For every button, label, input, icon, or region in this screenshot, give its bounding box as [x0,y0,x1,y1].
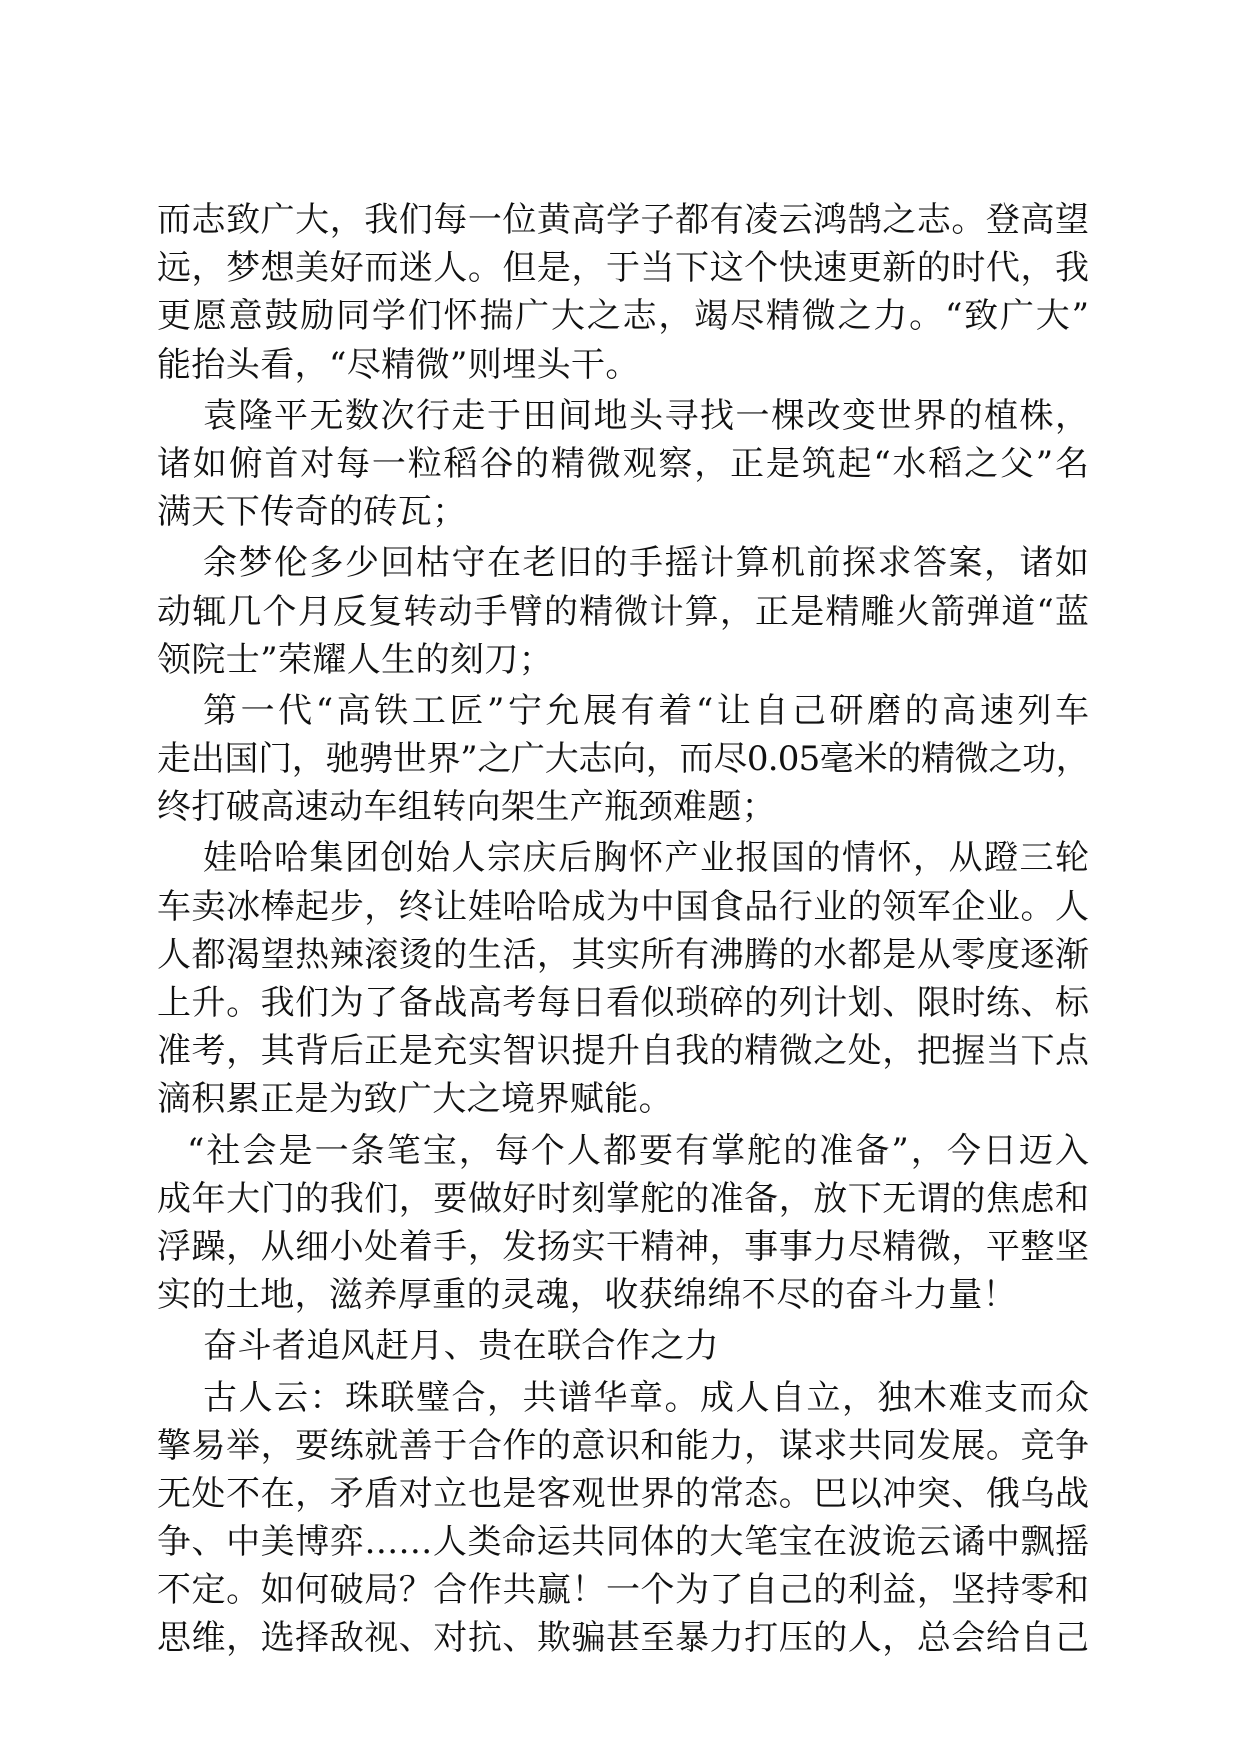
text-line: 擎易举，要练就善于合作的意识和能力，谋求共同发展。竞争 [157,1425,1089,1466]
text-line: 车卖冰棒起步，终让娃哈哈成为中国食品行业的领军企业。人 [157,886,1089,927]
text-line: 上升。我们为了备战高考每日看似琐碎的列计划、限时练、标 [157,983,1089,1023]
text-line: 终打破高速动车组转向架生产瓶颈难题； [157,787,777,828]
subheading-line: 奋斗者追风赶月、贵在联合作之力 [203,1326,719,1367]
paragraph-ambition [157,196,1089,389]
text-line: 准考，其背后正是充实智识提升自我的精微之处，把握当下点 [157,1031,1089,1072]
text-line: 第一代“高铁工匠”宁允展有着“让自己研磨的高速列车 [203,690,1089,731]
text-line: 娃哈哈集团创始人宗庆后胸怀产业报国的情怀，从蹬三轮 [203,838,1089,879]
essay-body [157,196,1089,1666]
text-line: 浮躁，从细小处着手，发扬实干精神，事事力尽精微，平整坚 [157,1226,1089,1267]
text-line: 滴积累正是为致广大之境界赋能。 [157,1079,673,1120]
text-line: 袁隆平无数次行走于田间地头寻找一棵改变世界的植株， [203,395,1089,436]
text-line: 远，梦想美好而迷人。但是，于当下这个快速更新的时代，我 [157,248,1089,289]
text-line: 满天下传奇的砖瓦； [157,492,467,533]
text-line: 动辄几个月反复转动手臂的精微计算，正是精雕火箭弹道“蓝 [157,591,1089,632]
section-subheading [157,1322,1089,1370]
text-line: 能抬头看，“尽精微”则埋头干。 [157,344,640,385]
paragraph-yuan-longping [157,392,1089,537]
text-line: 走出国门，驰骋世界”之广大志向，而尽0.05毫米的精微之功， [157,739,1089,780]
text-line: 争、中美博弈……人类命运共同体的大笔宝在波诡云谲中飘摇 [157,1522,1089,1563]
text-line: 无处不在，矛盾对立也是客观世界的常态。巴以冲突、俄乌战 [157,1473,1089,1514]
paragraph-wahaha [157,834,1089,1123]
text-line: 余梦伦多少回枯守在老旧的手摇计算机前探求答案，诸如 [203,543,1089,584]
text-line: 更愿意鼓励同学们怀揣广大之志，竭尽精微之力。“致广大” [157,296,1089,337]
paragraph-ning-yunzhan [157,687,1089,832]
text-line: “社会是一条笔宝，每个人都要有掌舵的准备”，今日迈入 [187,1130,1089,1171]
text-line: 诸如俯首对每一粒稻谷的精微观察，正是筑起“水稻之父”名 [157,443,1089,484]
text-line: 思维，选择敌视、对抗、欺骗甚至暴力打压的人，总会给自己 [157,1618,1089,1659]
text-line: 成年大门的我们，要做好时刻掌舵的准备，放下无谓的焦虑和 [157,1178,1089,1219]
text-line: 人都渴望热辣滚烫的生活，其实所有沸腾的水都是从零度逐渐 [157,934,1089,975]
text-line: 古人云：珠联璧合，共谱华章。成人自立，独木难支而众 [203,1377,1089,1418]
paragraph-society-boat [157,1127,1089,1320]
text-line: 领院士”荣耀人生的刻刀； [157,639,554,680]
paragraph-yu-menglun [157,539,1089,684]
text-line: 不定。如何破局？合作共赢！一个为了自己的利益，坚持零和 [157,1570,1089,1611]
text-line: 实的土地，滋养厚重的灵魂，收获绵绵不尽的奋斗力量！ [157,1275,1017,1316]
text-line: 而志致广大，我们每一位黄高学子都有凌云鸿鹄之志。登高望 [157,200,1089,240]
paragraph-cooperation [157,1374,1089,1663]
